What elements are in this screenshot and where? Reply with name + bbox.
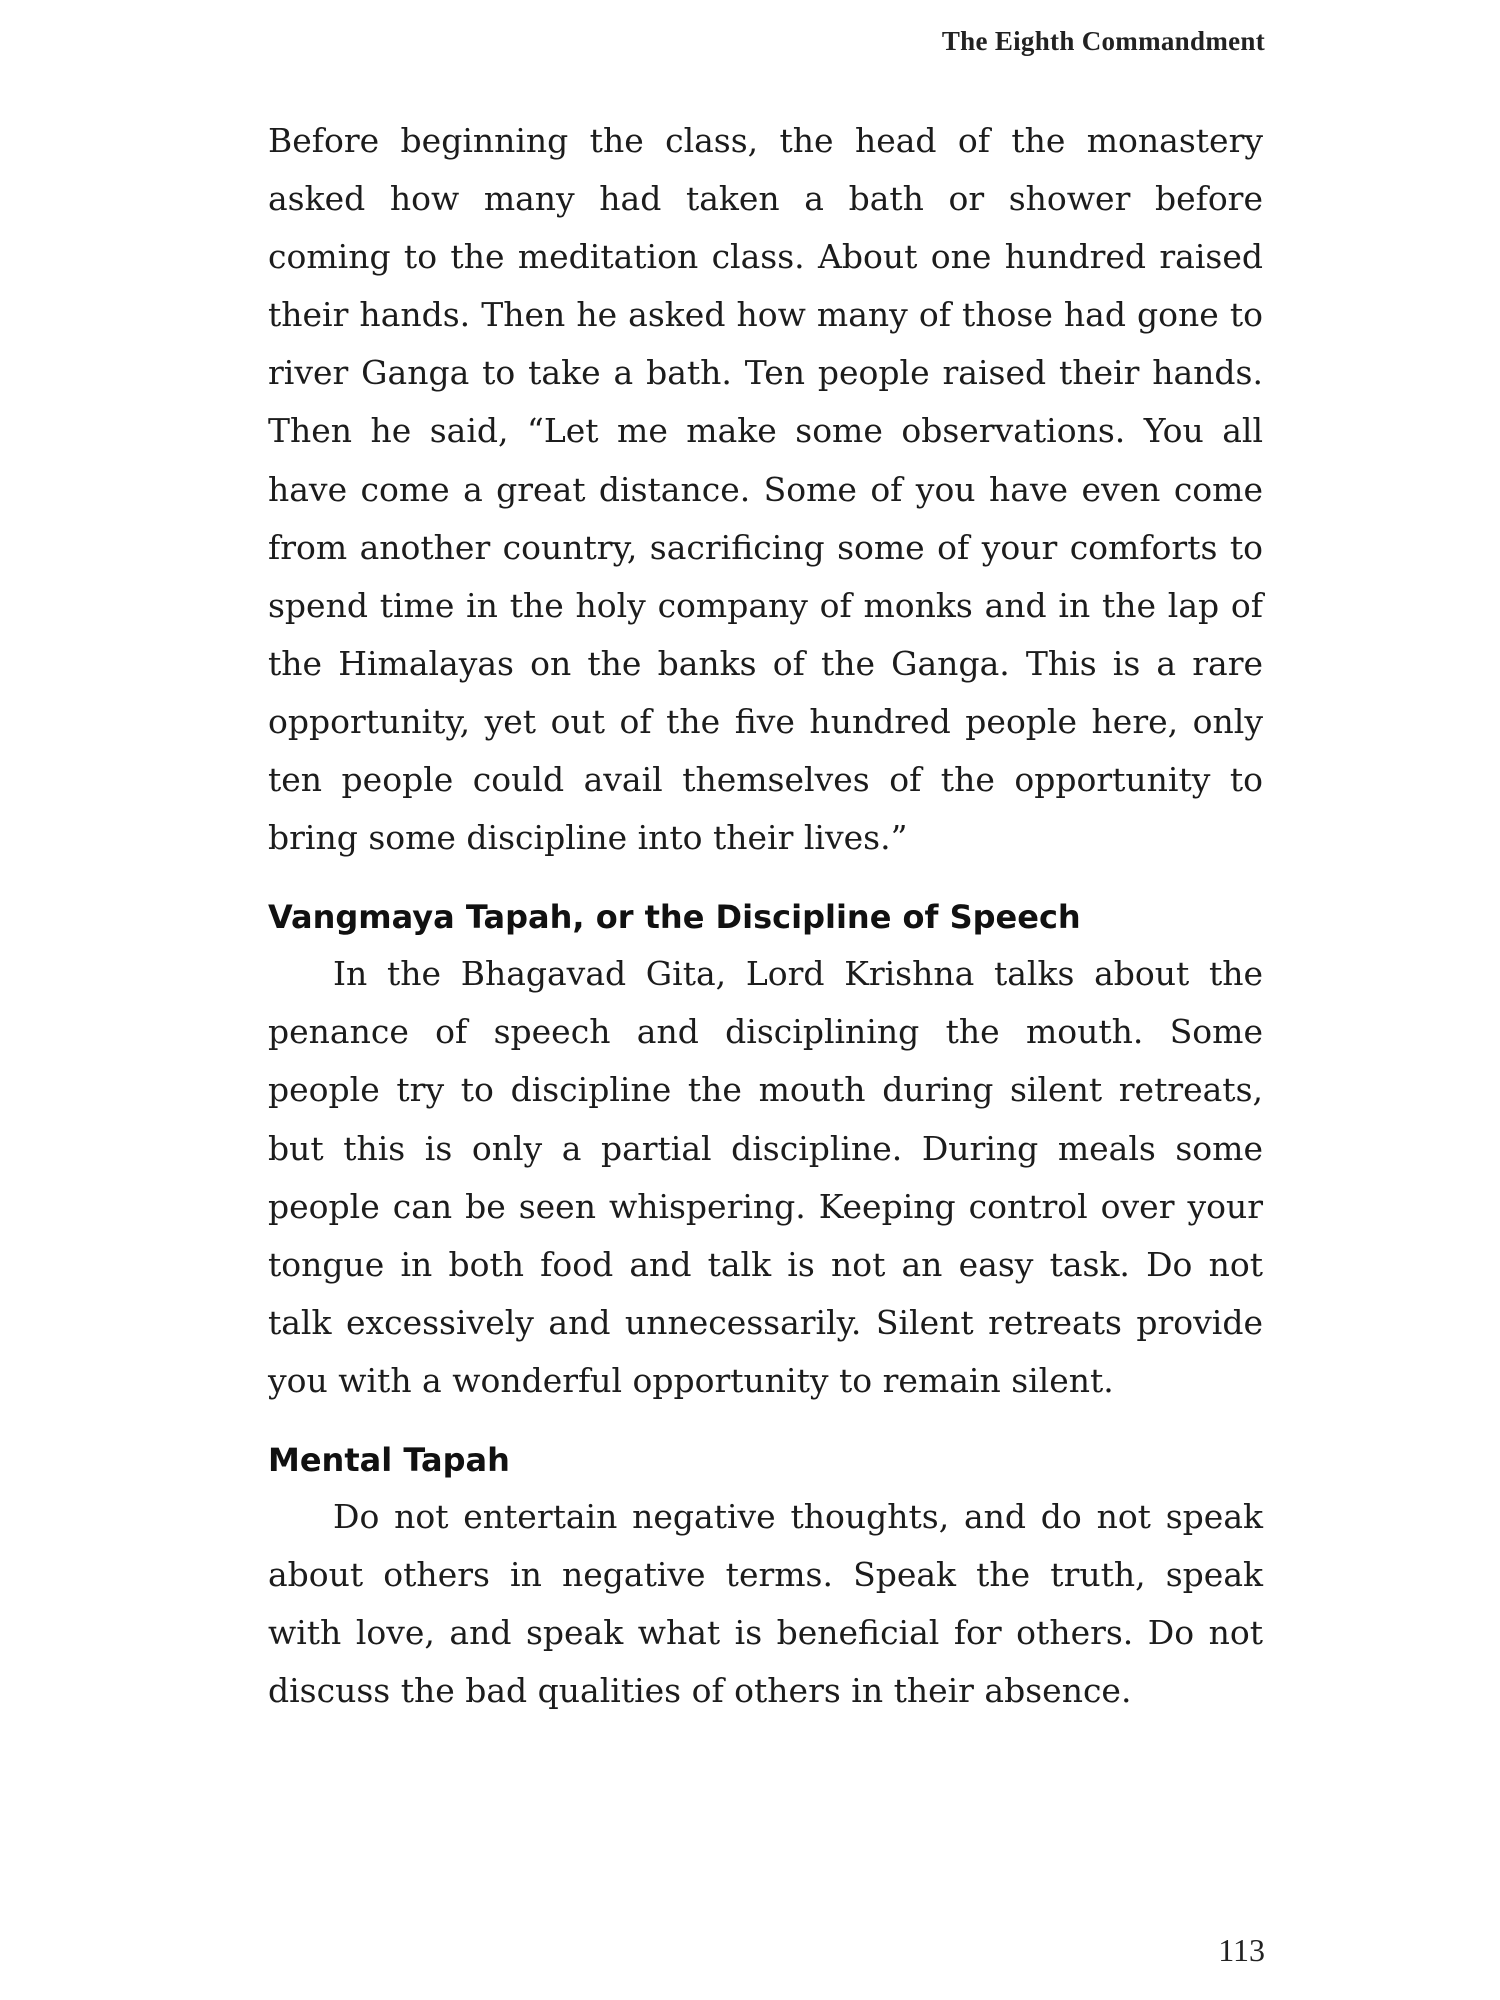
page-number: 113	[1218, 1932, 1265, 1968]
running-head-title: The Eighth Commandment	[941, 26, 1265, 56]
page-body	[268, 112, 1263, 1720]
section-heading-mental-tapah: Mental Tapah	[268, 1440, 510, 1479]
section-paragraph-vangmaya-tapah: In the Bhagavad Gita, Lord Krishna talks about the penance of speech and disciplining the mouth. Some people try to discipline the mouth during silent retreats, but this is only a partial discipline. During meals some people can be seen whispering. Keeping control over your tongue in both food and talk is not an easy task. Do not talk excessively and unnecessarily. Silent retreats provide you with a wonderful opportunity to remain silent.	[268, 954, 1263, 1400]
section-paragraph-mental-tapah: Do not entertain negative thoughts, and do not speak about others in negative terms. Speak the truth, speak with love, and speak what is beneficial for others. Do not discuss the bad qualities of others in their absence.	[268, 1496, 1263, 1711]
section-heading-vangmaya-tapah: Vangmaya Tapah, or the Discipline of Speech	[268, 898, 1081, 937]
body-paragraph: Before beginning the class, the head of the monastery asked how many had taken a bath or shower before coming to the meditation class. About one hundred raised their hands. Then he asked how many of those had gone to river Ganga to take a bath. Ten people raised their hands. Then he said, “Let me make some observations. You all have come a great distance. Some of you have even come from another country, sacrificing some of your comforts to spend time in the holy company of monks and in the lap of the Himalayas on the banks of the Ganga. This is a rare opportunity, yet out of the five hundred people here, only ten people could avail themselves of the opportunity to bring some discipline into their lives.”	[268, 121, 1263, 858]
